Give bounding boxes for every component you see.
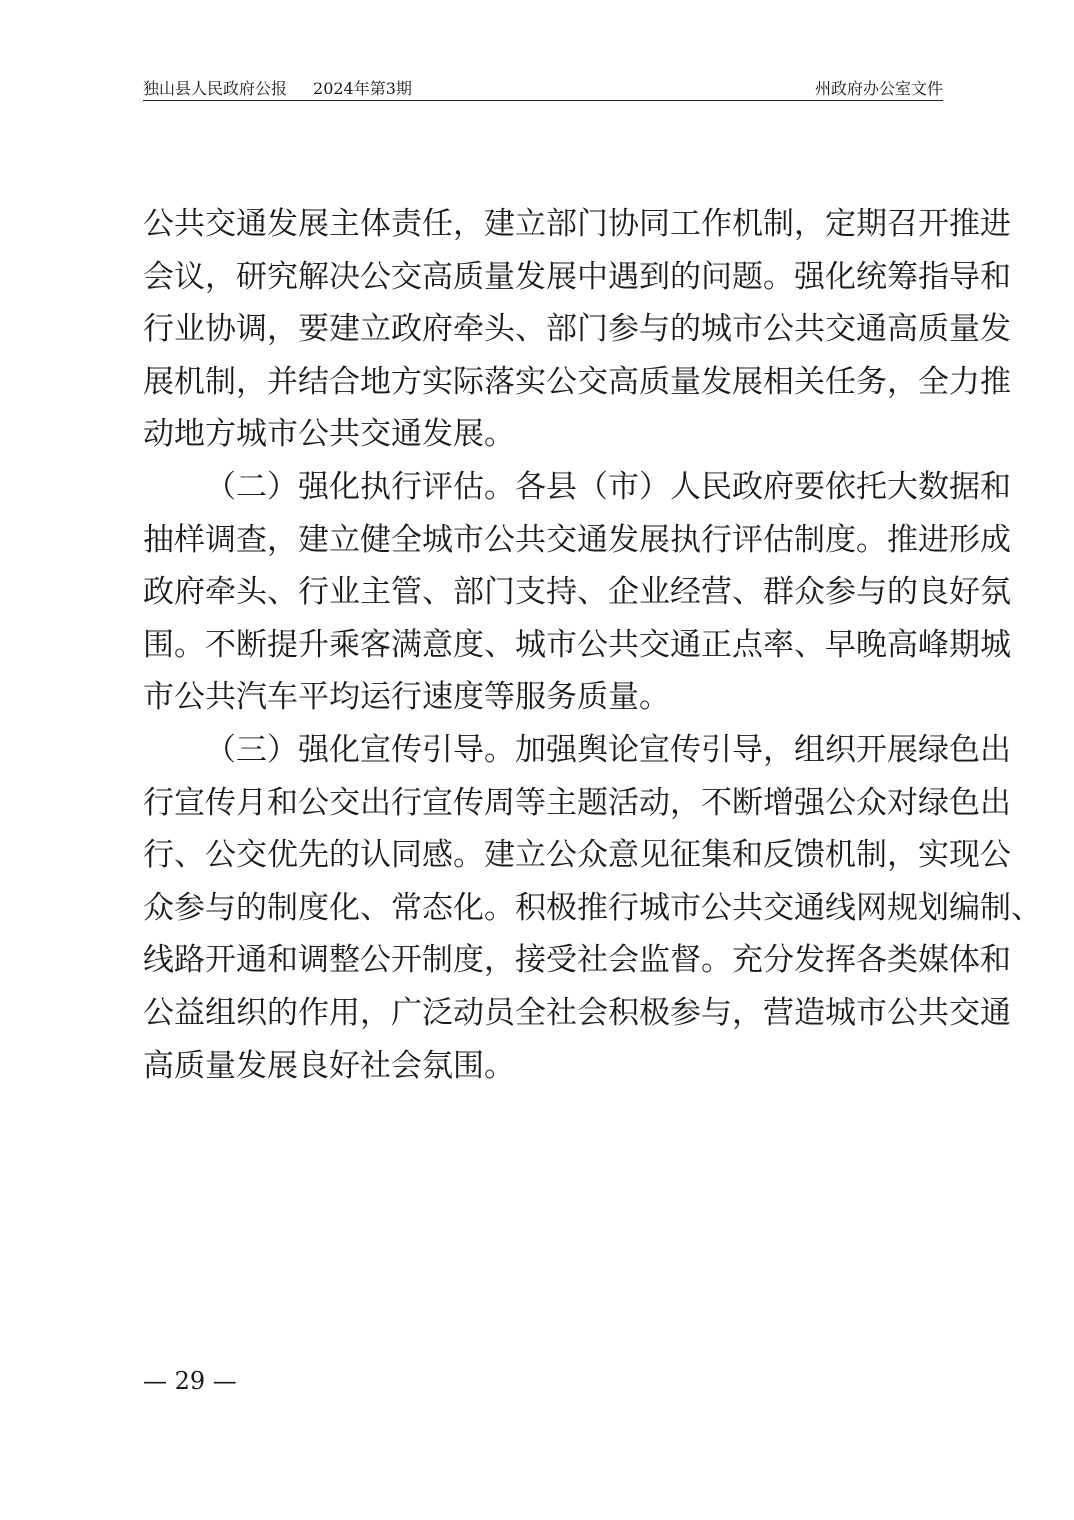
paragraph-2-line-1: （二）强化执行评估。各县（市）人民政府要依托大数据和 xyxy=(205,468,1011,505)
paragraph-3-line-5: 线路开通和调整公开制度，接受社会监督。充分发挥各类媒体和 xyxy=(143,942,1011,979)
page-header xyxy=(143,78,943,101)
paragraph-1-line-2: 会议，研究解决公交高质量发展中遇到的问题。强化统筹指导和 xyxy=(143,258,1011,295)
paragraph-3-line-2: 行宣传月和公交出行宣传周等主题活动，不断增强公众对绿色出 xyxy=(143,784,1011,821)
paragraph-2-line-5: 市公共汽车平均运行速度等服务质量。 xyxy=(143,679,670,716)
paragraph-3-line-4: 众参与的制度化、常态化。积极推行城市公共交通线网规划编制、 xyxy=(143,889,1042,926)
document-body xyxy=(143,198,1042,1092)
bulletin-title: 独山县人民政府公报 xyxy=(143,79,288,98)
paragraph-3-line-3: 行、公交优先的认同感。建立公众意见征集和反馈机制，实现公 xyxy=(143,837,1011,874)
paragraph-3-line-1: （三）强化宣传引导。加强舆论宣传引导，组织开展绿色出 xyxy=(205,731,1011,768)
section-label: 州政府办公室文件 xyxy=(814,79,943,98)
paragraph-1-line-4: 展机制，并结合地方实际落实公交高质量发展相关任务，全力推 xyxy=(143,363,1011,400)
paragraph-3-line-7: 高质量发展良好社会氛围。 xyxy=(143,1047,515,1084)
header-left xyxy=(143,78,412,100)
paragraph-2-line-4: 围。不断提升乘客满意度、城市公共交通正点率、早晚高峰期城 xyxy=(143,626,1011,663)
paragraph-3-line-6: 公益组织的作用，广泛动员全社会积极参与，营造城市公共交通 xyxy=(143,994,1011,1031)
issue-label: 2024年第3期 xyxy=(313,79,412,98)
paragraph-1-line-3: 行业协调，要建立政府牵头、部门参与的城市公共交通高质量发 xyxy=(143,311,1011,348)
paragraph-1-line-1: 公共交通发展主体责任，建立部门协同工作机制，定期召开推进 xyxy=(143,206,1011,242)
page-number: — 29 — xyxy=(143,1367,237,1395)
paragraph-2-line-3: 政府牵头、行业主管、部门支持、企业经营、群众参与的良好氛 xyxy=(143,574,1011,611)
paragraph-1-line-5: 动地方城市公共交通发展。 xyxy=(143,416,515,453)
paragraph-2-line-2: 抽样调查，建立健全城市公共交通发展执行评估制度。推进形成 xyxy=(143,521,1011,558)
